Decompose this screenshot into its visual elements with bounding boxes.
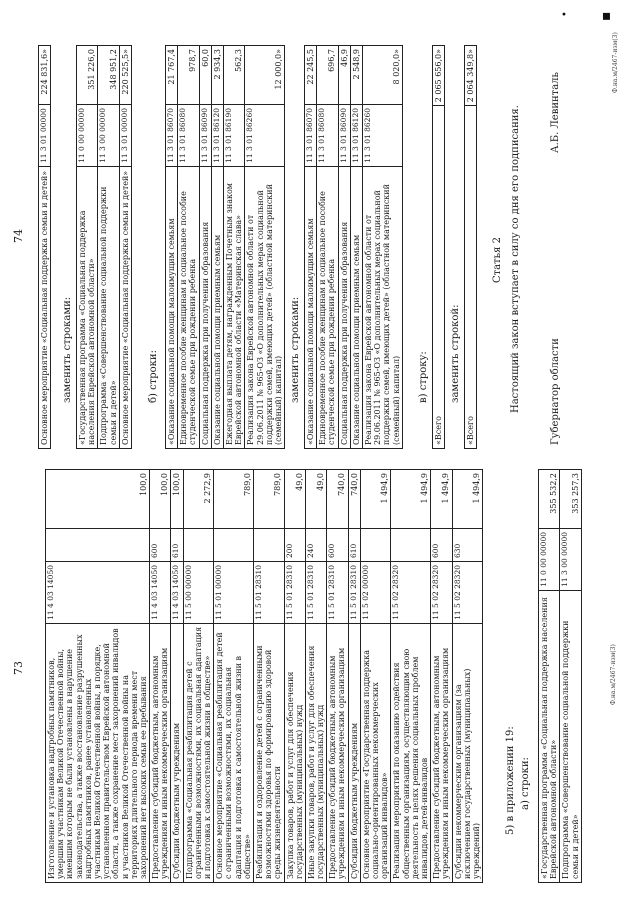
table-row [166,46,178,449]
table-row [350,46,362,449]
cell-desc: «Государственная программа «Социальная поддержка населения Еврейской автономной области» [77,166,98,448]
table-row [305,470,326,883]
cell-desc: Предоставление субсидий бюджетным, автономным учреждениям и иным некоммерческим организациям [150,623,171,882]
cell-desc: Социальная поддержка при получении образования [199,166,211,448]
cell-code: 11 3 01 00000 [119,105,131,167]
table-row [338,46,350,449]
cell-code: 11 3 01 86090 [199,105,211,167]
cell-ext: 630 [452,529,483,562]
governor-title: Губернатор области [550,338,561,445]
cell-code: 11 5 01 28310 [253,562,284,624]
cell-val: 2 065 656,0» [433,46,445,106]
rows-c [166,46,285,449]
cell-val: 978,7 [178,46,199,105]
cell-code: 11 5 02 28320 [452,562,483,624]
cell-val: 100,0 [46,470,150,529]
cell-val: 1 494,9 [431,470,452,529]
cell-ext [391,529,431,562]
cell-val: 22 245,5 [305,46,317,105]
cell-desc: Предоставление субсидий бюджетным, автономным учреждениям и иным некоммерческим организациям [327,623,348,882]
cell-desc: Оказание социальной помощи приемным семьям [211,166,223,448]
top-rows [46,470,483,883]
cell-val: 49,0 [305,470,326,529]
cell-code: 11 5 01 00000 [214,562,254,624]
cell-code: 11 5 01 28310 [327,562,348,624]
cell-ext [214,529,254,562]
cell-val: 2 064 349,8» [465,46,477,106]
table-e [432,45,445,449]
cell-val: 100,0 [150,470,171,529]
cell-ext [46,529,150,562]
cell-val: 351 226,0 [77,46,98,105]
law-text: Настоящий закон вступает в силу со дня его подписания. [510,105,521,413]
table-row [199,46,211,449]
governor-name: А.Б. Левинталь [550,72,561,153]
table-row [391,470,431,883]
footer: Ф.на.м/2467-изм(3) [612,32,619,93]
cell-val: 8 020,0» [362,46,402,105]
cell-desc: «Оказание социальной помощи малоимущим семьям [166,166,178,448]
cell-desc: Основное мероприятие «Социальная поддержка семьи и детей» [119,166,131,448]
table-row [211,46,223,449]
rows-b [77,46,132,449]
scan-speck: • [560,11,571,17]
table-row [362,46,402,449]
page-number: 73 [12,661,25,675]
cell-code: 11 3 00 00000 [560,529,581,591]
cell-code: 11 0 00 00000 [77,105,98,167]
table-row [465,46,477,449]
table-row [431,470,452,883]
cell-desc: Оказание социальной помощи приемным семьям [350,166,362,448]
cell-val: 224 831,6» [39,46,51,105]
cell-val: 1 494,9 [360,470,391,529]
cell-ext: 610 [171,529,183,562]
cell-desc: Подпрограмма «Совершенствование социальной поддержки семьи и детей» [98,166,119,448]
cell-desc: Закупка товаров, работ и услуг для обеспечения государственных (муниципальных) нужд [284,623,305,882]
table-row [317,46,338,449]
table-row [560,470,581,883]
cell-val: 2 548,9 [350,46,362,105]
cell-val: 696,7 [317,46,338,105]
cell-desc: «Оказание социальной помощи малоимущим семьям [305,166,317,448]
table-row [253,470,284,883]
cell-code: 11 0 00 00000 [539,529,560,591]
cell-ext: 200 [284,529,305,562]
cell-desc: Реализация закона Еврейской автономной области от 29.06.2011 № 965-ОЗ «О дополнительных мерах социальной поддержки семей, имеющих детей» (областной материнский (семейный) капитал) [362,166,402,448]
cell-code: 11 3 01 86090 [338,105,350,167]
cell-val: 2 272,9 [183,470,214,529]
table-b [76,45,132,449]
cell-val: 49,0 [284,470,305,529]
table-row [452,470,483,883]
cell-val: 60,0 [199,46,211,105]
table-row [77,46,98,449]
cell-code: 11 3 01 00000 [39,105,51,167]
cell-desc: Единовременное пособие женщинам и социальное пособие студенческой семье при рождении ребенка [178,166,199,448]
cell-val: 348 951,2 [98,46,119,105]
cell-val: 46,9 [338,46,350,105]
article-heading: Статья 2 [492,237,503,283]
cell-code: 11 5 02 28320 [431,562,452,624]
cell-desc: Основное мероприятие «Государственная поддержка социально-ориентированных некоммерческих организаций инвалидов» [360,623,391,882]
cell-ext: 240 [305,529,326,562]
cell-val: 740,0 [348,470,360,529]
cell-desc: «Всего [465,106,477,449]
cell-ext [253,529,284,562]
cell-val: 21 767,4 [166,46,178,105]
table-row [183,470,214,883]
cell-code: 11 3 01 86120 [350,105,362,167]
cell-desc: Социальная поддержка при получении образования [338,166,350,448]
cell-val: 2 934,3 [211,46,223,105]
rows-d [305,46,403,449]
cell-code: 11 5 02 28320 [391,562,431,624]
cell-code: 11 3 01 86260 [245,105,285,167]
cell-desc: Основное мероприятие «Социальная поддержка семьи и детей» [39,167,51,449]
cell-code: 11 5 00 00000 [183,562,214,624]
cell-code: 11 3 01 86190 [223,105,244,167]
table-row [360,470,391,883]
cell-val: 12 000,0» [245,46,285,105]
cell-desc: Ежегодная выплата детям, награжденным Почетным знаком Еврейской автономной области «Материнская слава» [223,166,244,448]
replace-label-1: заменить строками: [62,296,73,403]
cell-code: 11 5 02 00000 [360,562,391,624]
cell-desc: «Государственная программа «Социальная поддержка населения Еврейской автономной области» [539,590,560,882]
replace-label-3: заменить строкой: [450,304,461,403]
cell-desc: Единовременное пособие женщинам и социальное пособие студенческой семье при рождении ребенка [317,166,338,448]
cell-code: 11 5 01 28310 [348,562,360,624]
table-row [119,46,131,449]
table-row [39,46,51,449]
cell-code: 11 4 03 14050 [171,562,183,624]
cell-val: 789,0 [214,470,254,529]
cell-val: 789,0 [253,470,284,529]
cell-ext: 600 [327,529,348,562]
strings-label: а) строки: [520,757,531,810]
cell-desc: Основное мероприятие «Социальная реабилитация детей с ограниченными возможностями, их социальная адаптация и подготовка к самостоятельной жизни в обществе» [214,623,254,882]
cell-code: 11 5 01 28310 [284,562,305,624]
cell-ext: 600 [150,529,171,562]
table-row [539,470,560,883]
table-row [305,46,317,449]
cell-desc: Подпрограмма «Совершенствование социальной поддержки семьи и детей» [560,590,581,882]
cell-val: 100,0 [171,470,183,529]
table-row [327,470,348,883]
cell-desc: Субсидии некоммерческим организациям (за исключением государственных (муниципальных) учреждений) [452,623,483,882]
cell-desc: Иные закупки товаров, работ и услуг для обеспечения государственных (муниципальных) нужд [305,623,326,882]
bottom-table [538,469,582,883]
cell-ext [360,529,391,562]
table-row [98,46,119,449]
table-row [150,470,171,883]
table-c [165,45,285,449]
table-row [178,46,199,449]
cell-code: 11 3 01 86080 [178,105,199,167]
footer: Ф.на.м/2467-изм(3) [610,644,617,705]
cell-code: 11 3 01 86070 [305,105,317,167]
cell-ext: 610 [348,529,360,562]
cell-code: 11 5 01 28310 [305,562,326,624]
table-f [464,45,477,449]
cell-desc: Реализация закона Еврейской автономной области от 29.06.2011 № 965-ОЗ «О дополнительных мерах социальной поддержки семей, имеющих детей» (областной материнский (семейный) капитал) [245,166,285,448]
bottom-rows [539,470,582,883]
cell-desc: Субсидии бюджетным учреждениям [348,623,360,882]
strings-b-label: б) строки: [148,350,159,403]
cell-code: 11 3 00 00000 [98,105,119,167]
page-73 [0,453,640,905]
table-row [433,46,445,449]
rows-a [39,46,51,449]
appendix-heading: 5) в приложении 19: [505,726,516,835]
table-row [171,470,183,883]
cell-val: 1 494,9 [391,470,431,529]
cell-code: 11 3 01 86070 [166,105,178,167]
table-row [348,470,360,883]
table-row [223,46,244,449]
cell-val: 355 532,2 [539,470,560,529]
cell-val: 740,0 [327,470,348,529]
cell-val: 220 525,5» [119,46,131,105]
cell-desc: «Всего [433,106,445,449]
cell-code: 11 4 03 14050 [46,562,150,624]
cell-val: 562,3 [223,46,244,105]
cell-desc: Подпрограмма «Социальная реабилитация детей с ограниченными возможностями, их социальная адаптация и подготовка к самостоятельной жизни в обществе» [183,623,214,882]
table-a [38,45,51,449]
cell-code: 11 3 01 86120 [211,105,223,167]
table-row [46,470,150,883]
cell-desc: Реализация мероприятий по оказанию содействия общественным организациям, осуществляющим свою деятельность в целях решения социальных проблем инвалидов, детей-инвалидов [391,623,431,882]
cell-ext: 600 [431,529,452,562]
table-d [304,45,403,449]
table-row [245,46,285,449]
strings-c-label: в) строку: [418,351,429,403]
page-number: 74 [12,229,25,243]
rows-f [465,46,477,449]
top-table [45,469,483,883]
cell-desc: Реабилитация и оздоровление детей с ограниченными возможностями здоровья по формированию здоровой среды жизнедеятельности [253,623,284,882]
cell-desc: Субсидии бюджетным учреждениям [171,623,183,882]
cell-desc: Предоставление субсидий бюджетным, автономным учреждениям и иным некоммерческим организациям [431,623,452,882]
table-row [214,470,254,883]
cell-code: 11 3 01 86260 [362,105,402,167]
cell-code: 11 4 03 14050 [150,562,171,624]
replace-label-2: заменить строками: [290,296,301,403]
cell-val: 353 257,3 [560,470,581,529]
table-row [284,470,305,883]
scan-speck: ▪ [598,11,614,21]
rows-e [433,46,445,449]
cell-val: 1 494,9 [452,470,483,529]
cell-ext [183,529,214,562]
cell-code: 11 3 01 86080 [317,105,338,167]
cell-desc: Изготовление и установка надгробных памятников, умершим участникам Великой Отечественной войны, имевшим которым не были установлены в нарушение законодательства, а также восстановление разрушенных надгробных памятников, ранее установленных участникам Великой Отечественной войны, в порядке, установленном правительством Еврейской автономной области, а также сохранение мест захоронений инвалидов и участников Великой Отечественной войны на территориях длительного периода времени мест захоронений нет высоких семьи ее пребывания [46,623,150,882]
